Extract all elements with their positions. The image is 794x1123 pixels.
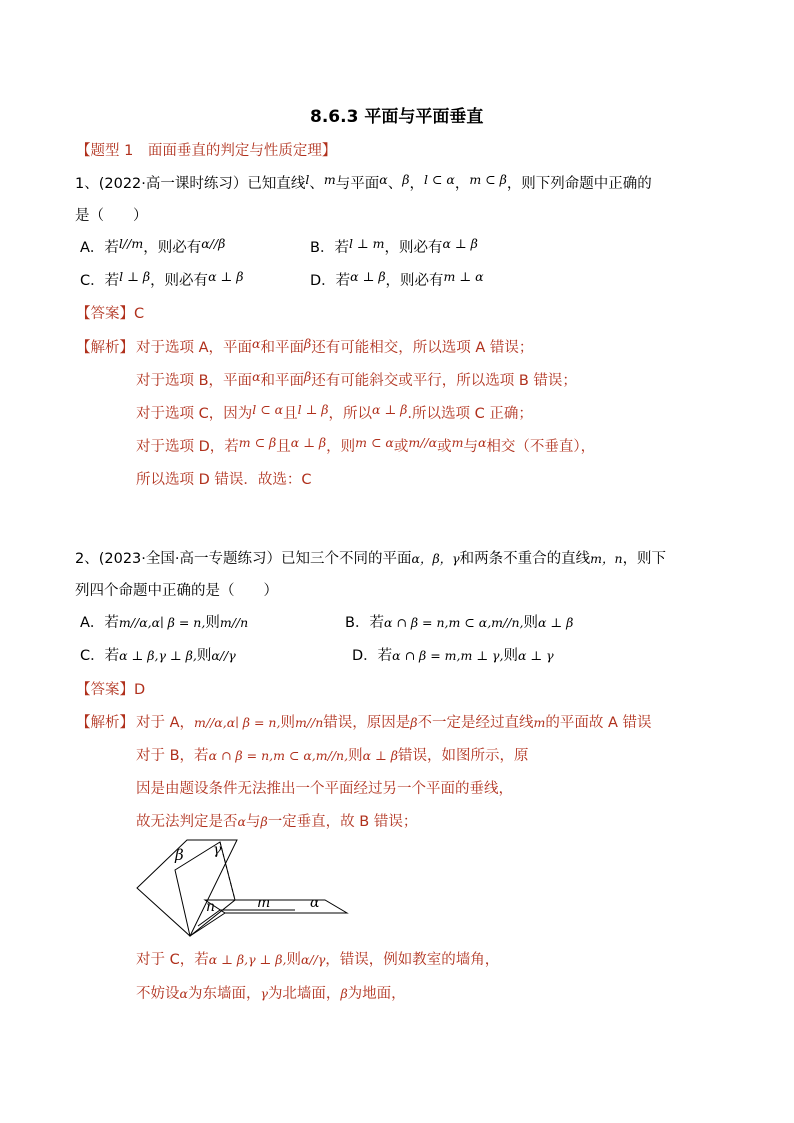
q2-analysis-line6: 不妨设α为东墙面，γ为北墙面，β为地面， (136, 986, 406, 1002)
q1-stem-line2: 是（ ） (75, 208, 148, 224)
section-heading: 【题型 1 面面垂直的判定与性质定理】 (76, 143, 337, 159)
q2-analysis-line4: 故无法判定是否α与β一定垂直，故 B 错误； (136, 814, 418, 830)
q1-analysis-line3: 对于选项 C，因为l ⊂ α且l ⊥ β，所以α ⊥ β.所以选项 C 正确； (136, 402, 533, 422)
fig-label-alpha: α (310, 895, 320, 911)
q1-option-c: C．若l ⊥ β，则必有α ⊥ β (80, 269, 244, 289)
fig-label-n: n (206, 899, 216, 915)
q1-stem-line1: 1、(2022·高一课时练习）已知直线l、m与平面α、β，l ⊂ α，m ⊂ β，则下列命题中正确的 (75, 172, 652, 192)
page-title: 8.6.3 平面与平面垂直 (310, 107, 484, 127)
q1-option-b: B．若l ⊥ m，则必有α ⊥ β (310, 236, 478, 256)
q2-option-d: D．若α ∩ β = m,m ⊥ γ,则α ⊥ γ (352, 648, 554, 664)
fig-label-m: m (257, 895, 271, 911)
q1-analysis-line5: 所以选项 D 错误．故选：C (136, 472, 312, 488)
q2-option-c: C．若α ⊥ β,γ ⊥ β,则α//γ (80, 648, 236, 664)
plane-gamma-shape (175, 842, 235, 936)
q1-option-d: D．若α ⊥ β，则必有m ⊥ α (310, 269, 484, 289)
q2-analysis-tag: 【解析】 (76, 715, 134, 731)
q2-option-a: A．若m//α,α∣ β = n,则m//n (80, 615, 249, 631)
q1-analysis-tag: 【解析】 (76, 340, 134, 356)
q2-analysis-line2: 对于 B，若α ∩ β = n,m ⊂ α,m//n,则α ⊥ β错误，如图所示，原 (136, 748, 529, 764)
q2-analysis-line3: 因是由题设条件无法推出一个平面经过另一个平面的垂线， (136, 781, 513, 797)
planes-figure (135, 838, 350, 938)
fig-label-gamma: γ (213, 842, 222, 858)
q1-answer: 【答案】C (76, 306, 145, 322)
q1-analysis-line2: 对于选项 B，平面α和平面β还有可能斜交或平行，所以选项 B 错误； (136, 369, 577, 389)
q1-analysis-line1: 对于选项 A，平面α和平面β还有可能相交，所以选项 A 错误； (136, 336, 534, 356)
q2-stem-line1: 2、(2023·全国·高一专题练习）已知三个不同的平面α，β，γ和两条不重合的直线m，n，则下 (75, 551, 667, 567)
q1-option-a: A．若l//m，则必有α//β (80, 236, 226, 256)
q2-option-b: B．若α ∩ β = n,m ⊂ α,m//n,则α ⊥ β (345, 615, 574, 631)
q2-analysis-line5: 对于 C，若α ⊥ β,γ ⊥ β,则α//γ，错误，例如教室的墙角， (136, 952, 500, 968)
q2-stem-line2: 列四个命题中正确的是（ ） (75, 583, 278, 599)
fig-label-beta: β (175, 846, 184, 864)
q1-analysis-line4: 对于选项 D，若m ⊂ β且α ⊥ β，则m ⊂ α或m//α或m与α相交（不垂直）， (136, 435, 596, 455)
q2-analysis-line1: 对于 A，m//α,α∣ β = n,则m//n错误，原因是β不一定是经过直线m的平面故 A 错误 (136, 715, 652, 731)
q2-answer: 【答案】D (76, 682, 146, 698)
